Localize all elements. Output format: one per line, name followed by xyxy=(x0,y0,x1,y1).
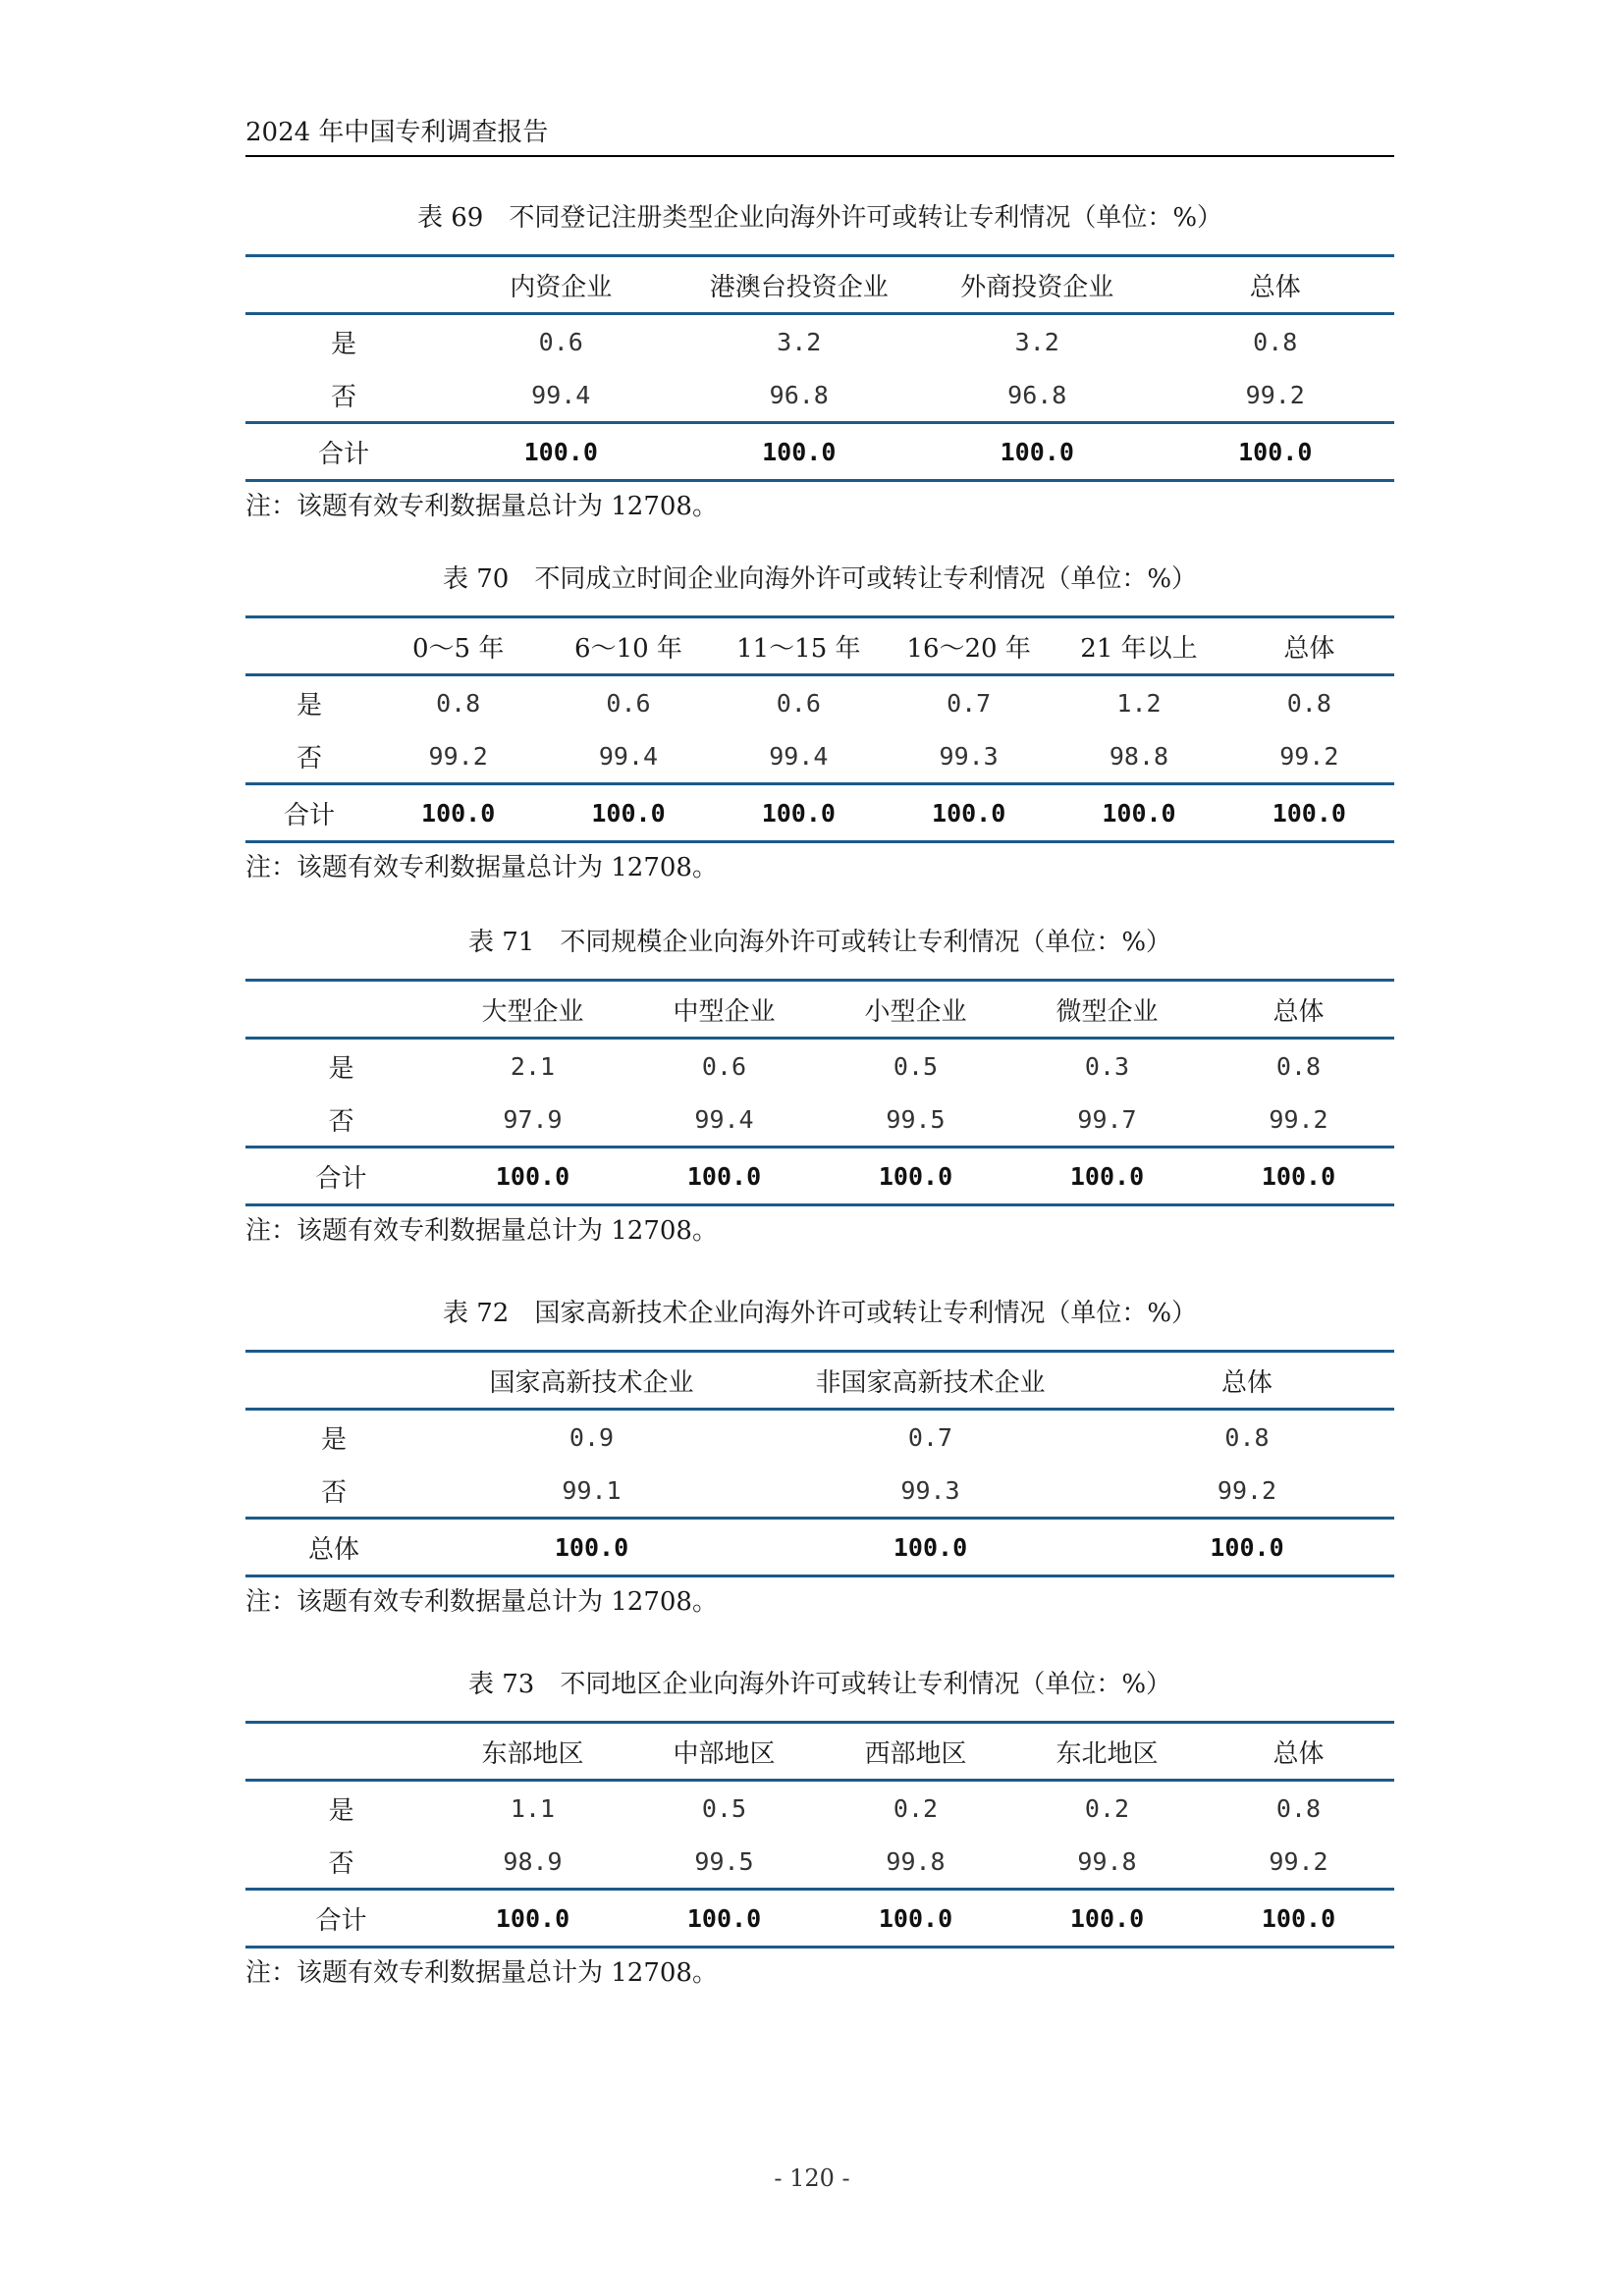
table-row xyxy=(245,729,1394,784)
row-label: 合计 xyxy=(245,1148,437,1205)
row-label: 是 xyxy=(328,1795,354,1826)
row-label: 否 xyxy=(296,743,322,774)
table-note: 注：该题有效专利数据量总计为 12708。 xyxy=(245,1958,718,1988)
table-cell: 100.0 xyxy=(1203,1148,1394,1205)
table-row xyxy=(245,1781,1394,1836)
column-header: 总体 xyxy=(1100,1352,1394,1410)
table-header-row xyxy=(245,617,1394,675)
table-cell: 100.0 xyxy=(1157,423,1395,481)
table-cell: 99.7 xyxy=(1077,1104,1137,1134)
table-row xyxy=(245,314,1394,369)
column-header: 小型企业 xyxy=(820,981,1011,1039)
table-cell: 0.7 xyxy=(907,1422,953,1452)
row-label: 是 xyxy=(296,690,322,721)
table-cell: 98.8 xyxy=(1109,741,1169,771)
table-cell: 99.3 xyxy=(939,741,999,771)
table-cell: 99.2 xyxy=(1269,1104,1328,1134)
column-header: 内资企业 xyxy=(442,256,680,314)
page-header: 2024 年中国专利调查报告 xyxy=(245,116,1394,157)
table-cell: 2.1 xyxy=(510,1051,556,1081)
table-cell: 99.4 xyxy=(769,741,829,771)
row-label: 合计 xyxy=(245,423,442,481)
column-header: 16～20 年 xyxy=(884,617,1054,675)
column-header: 6～10 年 xyxy=(543,617,713,675)
table-cell: 100.0 xyxy=(1011,1890,1203,1948)
table-cell: 99.2 xyxy=(1279,741,1339,771)
table-cell: 100.0 xyxy=(680,423,919,481)
table-row xyxy=(245,368,1394,423)
table-cell: 100.0 xyxy=(373,784,543,842)
column-header: 总体 xyxy=(1203,1723,1394,1781)
table-total-row xyxy=(245,784,1394,842)
column-header xyxy=(245,1723,437,1781)
column-header: 微型企业 xyxy=(1011,981,1203,1039)
table-71-section xyxy=(245,926,1394,1248)
table-cell: 100.0 xyxy=(1203,1890,1394,1948)
table-70 xyxy=(245,615,1394,843)
table-cell: 99.4 xyxy=(531,380,591,409)
table-cell: 0.8 xyxy=(1224,1422,1270,1452)
table-72 xyxy=(245,1350,1394,1577)
column-header: 大型企业 xyxy=(437,981,628,1039)
column-header: 西部地区 xyxy=(820,1723,1011,1781)
table-cell: 96.8 xyxy=(1007,380,1067,409)
table-cell: 99.8 xyxy=(886,1846,946,1876)
table-total-row xyxy=(245,1148,1394,1205)
table-cell: 99.5 xyxy=(886,1104,946,1134)
column-header: 港澳台投资企业 xyxy=(680,256,919,314)
table-cell: 96.8 xyxy=(769,380,829,409)
table-row xyxy=(245,1835,1394,1890)
table-cell: 0.8 xyxy=(1275,1793,1322,1823)
table-row xyxy=(245,1410,1394,1465)
table-cell: 0.6 xyxy=(701,1051,747,1081)
table-row xyxy=(245,1039,1394,1094)
table-cell: 99.1 xyxy=(562,1475,622,1505)
column-header xyxy=(245,617,373,675)
page-number: - 120 - xyxy=(774,2164,850,2192)
table-cell: 100.0 xyxy=(442,423,680,481)
table-header-row xyxy=(245,1352,1394,1410)
table-cell: 0.6 xyxy=(538,327,583,356)
table-cell: 0.6 xyxy=(606,688,651,718)
table-row xyxy=(245,1093,1394,1148)
table-cell: 100.0 xyxy=(820,1890,1011,1948)
column-header: 中型企业 xyxy=(628,981,820,1039)
table-cell: 99.4 xyxy=(598,741,659,771)
table-cell: 1.1 xyxy=(510,1793,556,1823)
table-note: 注：该题有效专利数据量总计为 12708。 xyxy=(245,1216,718,1246)
table-cell: 100.0 xyxy=(884,784,1054,842)
table-caption: 表 72 国家高新技术企业向海外许可或转让专利情况（单位：%） xyxy=(442,1299,1198,1328)
column-header xyxy=(245,1352,422,1410)
column-header xyxy=(245,981,437,1039)
row-label: 合计 xyxy=(245,784,373,842)
table-cell: 99.2 xyxy=(1217,1475,1277,1505)
table-note: 注：该题有效专利数据量总计为 12708。 xyxy=(245,492,718,521)
table-cell: 99.4 xyxy=(694,1104,754,1134)
table-cell: 99.8 xyxy=(1077,1846,1137,1876)
table-cell: 0.2 xyxy=(1084,1793,1130,1823)
table-header-row xyxy=(245,981,1394,1039)
table-cell: 3.2 xyxy=(1014,327,1059,356)
row-label: 否 xyxy=(330,382,356,412)
column-header: 总体 xyxy=(1157,256,1395,314)
table-cell: 100.0 xyxy=(628,1890,820,1948)
table-73-section xyxy=(245,1668,1394,1990)
table-cell: 100.0 xyxy=(761,1519,1100,1576)
row-label: 总体 xyxy=(245,1519,422,1576)
column-header: 中部地区 xyxy=(628,1723,820,1781)
table-row xyxy=(245,1464,1394,1519)
column-header: 总体 xyxy=(1224,617,1394,675)
table-cell: 0.9 xyxy=(568,1422,615,1452)
row-label: 否 xyxy=(320,1477,347,1508)
table-total-row xyxy=(245,1519,1394,1576)
table-70-section xyxy=(245,562,1394,884)
table-cell: 0.8 xyxy=(1253,327,1298,356)
table-cell: 1.2 xyxy=(1116,688,1162,718)
table-69 xyxy=(245,254,1394,482)
table-caption: 表 69 不同登记注册类型企业向海外许可或转让专利情况（单位：%） xyxy=(416,203,1223,233)
row-label: 否 xyxy=(328,1848,354,1879)
table-cell: 100.0 xyxy=(820,1148,1011,1205)
column-header: 国家高新技术企业 xyxy=(422,1352,761,1410)
table-header-row xyxy=(245,256,1394,314)
table-total-row xyxy=(245,423,1394,481)
table-cell: 100.0 xyxy=(1011,1148,1203,1205)
table-cell: 99.2 xyxy=(1245,380,1305,409)
table-cell: 99.3 xyxy=(900,1475,960,1505)
table-cell: 100.0 xyxy=(422,1519,761,1576)
table-caption: 表 71 不同规模企业向海外许可或转让专利情况（单位：%） xyxy=(467,928,1172,957)
column-header: 11～15 年 xyxy=(714,617,884,675)
table-cell: 100.0 xyxy=(628,1148,820,1205)
table-cell: 98.9 xyxy=(503,1846,563,1876)
table-69-section xyxy=(245,201,1394,523)
table-caption: 表 73 不同地区企业向海外许可或转让专利情况（单位：%） xyxy=(467,1670,1172,1699)
table-cell: 100.0 xyxy=(543,784,713,842)
table-cell: 100.0 xyxy=(1100,1519,1394,1576)
table-cell: 97.9 xyxy=(503,1104,563,1134)
table-cell: 0.7 xyxy=(947,688,992,718)
column-header: 非国家高新技术企业 xyxy=(761,1352,1100,1410)
table-cell: 99.2 xyxy=(1269,1846,1328,1876)
table-cell: 0.5 xyxy=(893,1051,939,1081)
column-header: 总体 xyxy=(1203,981,1394,1039)
table-cell: 100.0 xyxy=(714,784,884,842)
table-cell: 0.5 xyxy=(701,1793,747,1823)
row-label: 是 xyxy=(328,1053,354,1084)
table-72-section xyxy=(245,1297,1394,1619)
table-note: 注：该题有效专利数据量总计为 12708。 xyxy=(245,853,718,882)
row-label: 否 xyxy=(328,1106,354,1137)
table-caption: 表 70 不同成立时间企业向海外许可或转让专利情况（单位：%） xyxy=(442,564,1198,594)
column-header: 东北地区 xyxy=(1011,1723,1203,1781)
column-header: 21 年以上 xyxy=(1054,617,1223,675)
table-cell: 3.2 xyxy=(777,327,822,356)
column-header: 0～5 年 xyxy=(373,617,543,675)
table-cell: 0.8 xyxy=(436,688,481,718)
column-header xyxy=(245,256,442,314)
table-total-row xyxy=(245,1890,1394,1948)
table-71 xyxy=(245,979,1394,1206)
table-cell: 100.0 xyxy=(918,423,1157,481)
table-73 xyxy=(245,1721,1394,1949)
table-cell: 0.8 xyxy=(1286,688,1331,718)
table-cell: 0.2 xyxy=(893,1793,939,1823)
table-header-row xyxy=(245,1723,1394,1781)
table-cell: 100.0 xyxy=(1054,784,1223,842)
table-note: 注：该题有效专利数据量总计为 12708。 xyxy=(245,1587,718,1617)
table-cell: 0.6 xyxy=(776,688,821,718)
column-header: 外商投资企业 xyxy=(918,256,1157,314)
table-cell: 0.3 xyxy=(1084,1051,1130,1081)
table-cell: 100.0 xyxy=(1224,784,1394,842)
table-cell: 100.0 xyxy=(437,1890,628,1948)
row-label: 是 xyxy=(330,329,356,359)
table-row xyxy=(245,675,1394,730)
table-cell: 99.2 xyxy=(428,741,488,771)
row-label: 是 xyxy=(320,1424,347,1455)
table-cell: 0.8 xyxy=(1275,1051,1322,1081)
table-cell: 99.5 xyxy=(694,1846,754,1876)
row-label: 合计 xyxy=(245,1890,437,1948)
column-header: 东部地区 xyxy=(437,1723,628,1781)
table-cell: 100.0 xyxy=(437,1148,628,1205)
